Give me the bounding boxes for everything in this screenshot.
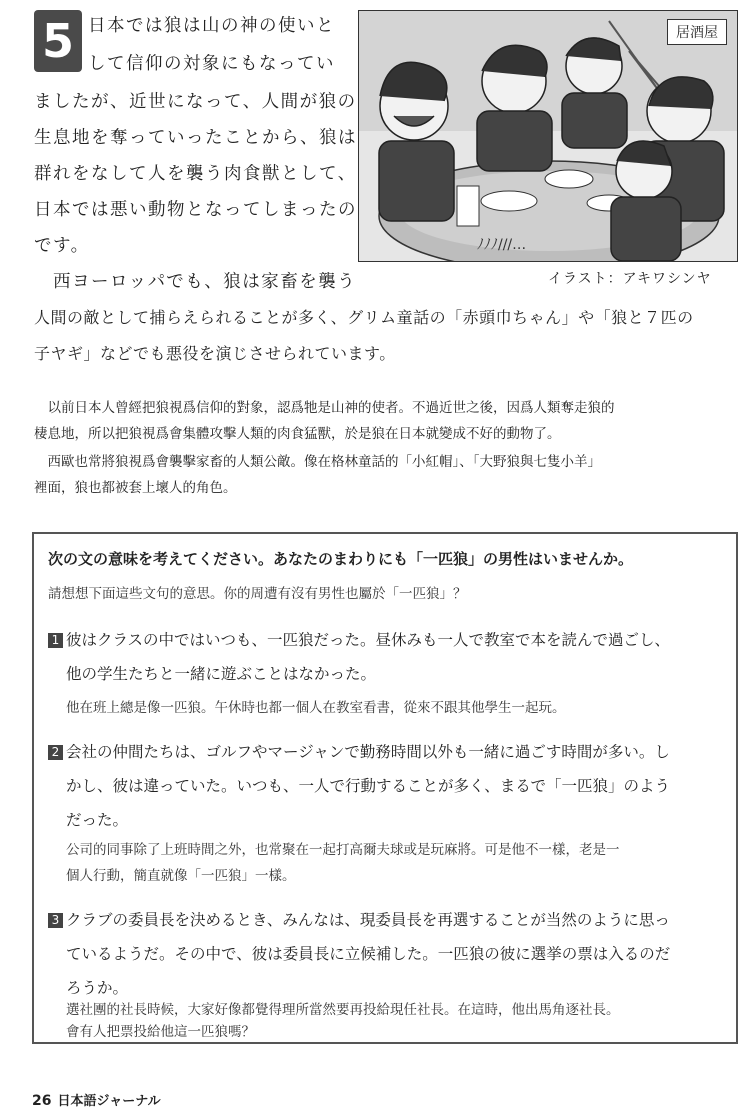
- page-footer: [32, 1090, 161, 1109]
- article-line: 子ヤギ」などでも悪役を演じさせられています。: [34, 344, 396, 363]
- item-line: ろうか。: [66, 979, 129, 997]
- article-line: ましたが、近世になって、人間が狼の: [34, 92, 357, 112]
- svg-text:ﾉﾉﾉ///…: ﾉﾉﾉ///…: [477, 237, 527, 253]
- article-number: 5: [34, 10, 82, 72]
- translation-line: 棲息地，所以把狼視爲會集體攻擊人類的肉食猛獸，於是狼在日本就變成不好的動物了。: [34, 426, 561, 442]
- article-line: 生息地を奪っていったことから、狼は: [34, 128, 357, 148]
- article-line: 西ヨーロッパでも、狼は家畜を襲う: [34, 272, 357, 292]
- item-line: だった。: [66, 811, 129, 829]
- exercise-heading-translation: 請想想下面這些文句的意思。你的周遭有沒有男性也屬於「一匹狼」？: [48, 586, 467, 602]
- magazine-title: 日本語ジャーナル: [57, 1094, 161, 1109]
- izakaya-drawing: [359, 11, 737, 261]
- article-line: 日本では狼は山の神の使いと: [88, 16, 335, 36]
- article-line: 人間の敵として捕らえられることが多く、グリム童話の「赤頭巾ちゃん」や「狼と７匹の: [34, 308, 694, 327]
- item-translation: 他在班上總是像一匹狼。午休時也都一個人在教室看書，從來不跟其他學生一起玩。: [66, 700, 566, 716]
- exercise-item-1: [48, 628, 670, 650]
- exercise-item-2: [48, 740, 670, 762]
- item-number-badge: 3: [48, 913, 63, 928]
- translation-line: 以前日本人曾經把狼視爲信仰的對象，認爲牠是山神的使者。不過近世之後，因爲人類奪走狼的: [34, 400, 615, 416]
- article-line: 日本では悪い動物となってしまったの: [34, 200, 357, 220]
- item-line: 他の学生たちと一緒に遊ぶことはなかった。: [66, 665, 377, 683]
- translation-line: 西歐也常將狼視爲會襲擊家畜的人類公敵。像在格林童話的「小紅帽」、「大野狼與七隻小羊」: [34, 454, 601, 470]
- exercise-item-3: [48, 908, 670, 930]
- item-line: 会社の仲間たちは、ゴルフやマージャンで勤務時間以外も一緒に過ごす時間が多い。し: [66, 743, 670, 761]
- exercise-heading: 次の文の意味を考えてください。あなたのまわりにも「一匹狼」の男性はいませんか。: [48, 550, 634, 568]
- exercise-box: [32, 532, 738, 1044]
- item-line: 彼はクラスの中ではいつも、一匹狼だった。昼休みも一人で教室で本を読んで過ごし、: [66, 631, 671, 649]
- page-number: 26: [32, 1093, 52, 1109]
- item-number-badge: 1: [48, 633, 63, 648]
- translation-line: 裡面，狼也都被套上壞人的角色。: [34, 480, 237, 496]
- item-translation: 公司的同事除了上班時間之外，也常聚在一起打高爾夫球或是玩麻將。可是他不一樣，老是一: [66, 842, 620, 858]
- izakaya-illustration: [358, 10, 738, 262]
- item-line: クラブの委員長を決めるとき、みんなは、現委員長を再選することが当然のように思っ: [66, 911, 670, 929]
- item-translation: 個人行動，簡直就像「一匹狼」一樣。: [66, 868, 296, 884]
- item-line: ているようだ。その中で、彼は委員長に立候補した。一匹狼の彼に選挙の票は入るのだ: [66, 945, 671, 963]
- item-number-badge: 2: [48, 745, 63, 760]
- item-translation: 會有人把票投給他這一匹狼嗎？: [66, 1024, 255, 1040]
- illustration-credit: イラスト：アキワシンヤ: [548, 271, 712, 287]
- article-line: 群れをなして人を襲う肉食獣として、: [34, 164, 357, 184]
- item-translation: 選社團的社長時候，大家好像都覺得理所當然要再投給現任社長。在這時，他出馬角逐社長。: [66, 1002, 620, 1018]
- izakaya-sign: 居酒屋: [667, 19, 727, 45]
- article-line: です。: [34, 236, 90, 256]
- item-line: かし、彼は違っていた。いつも、一人で行動することが多く、まるで「一匹狼」のよう: [66, 777, 671, 795]
- article-line: して信仰の対象にもなってい: [88, 54, 335, 74]
